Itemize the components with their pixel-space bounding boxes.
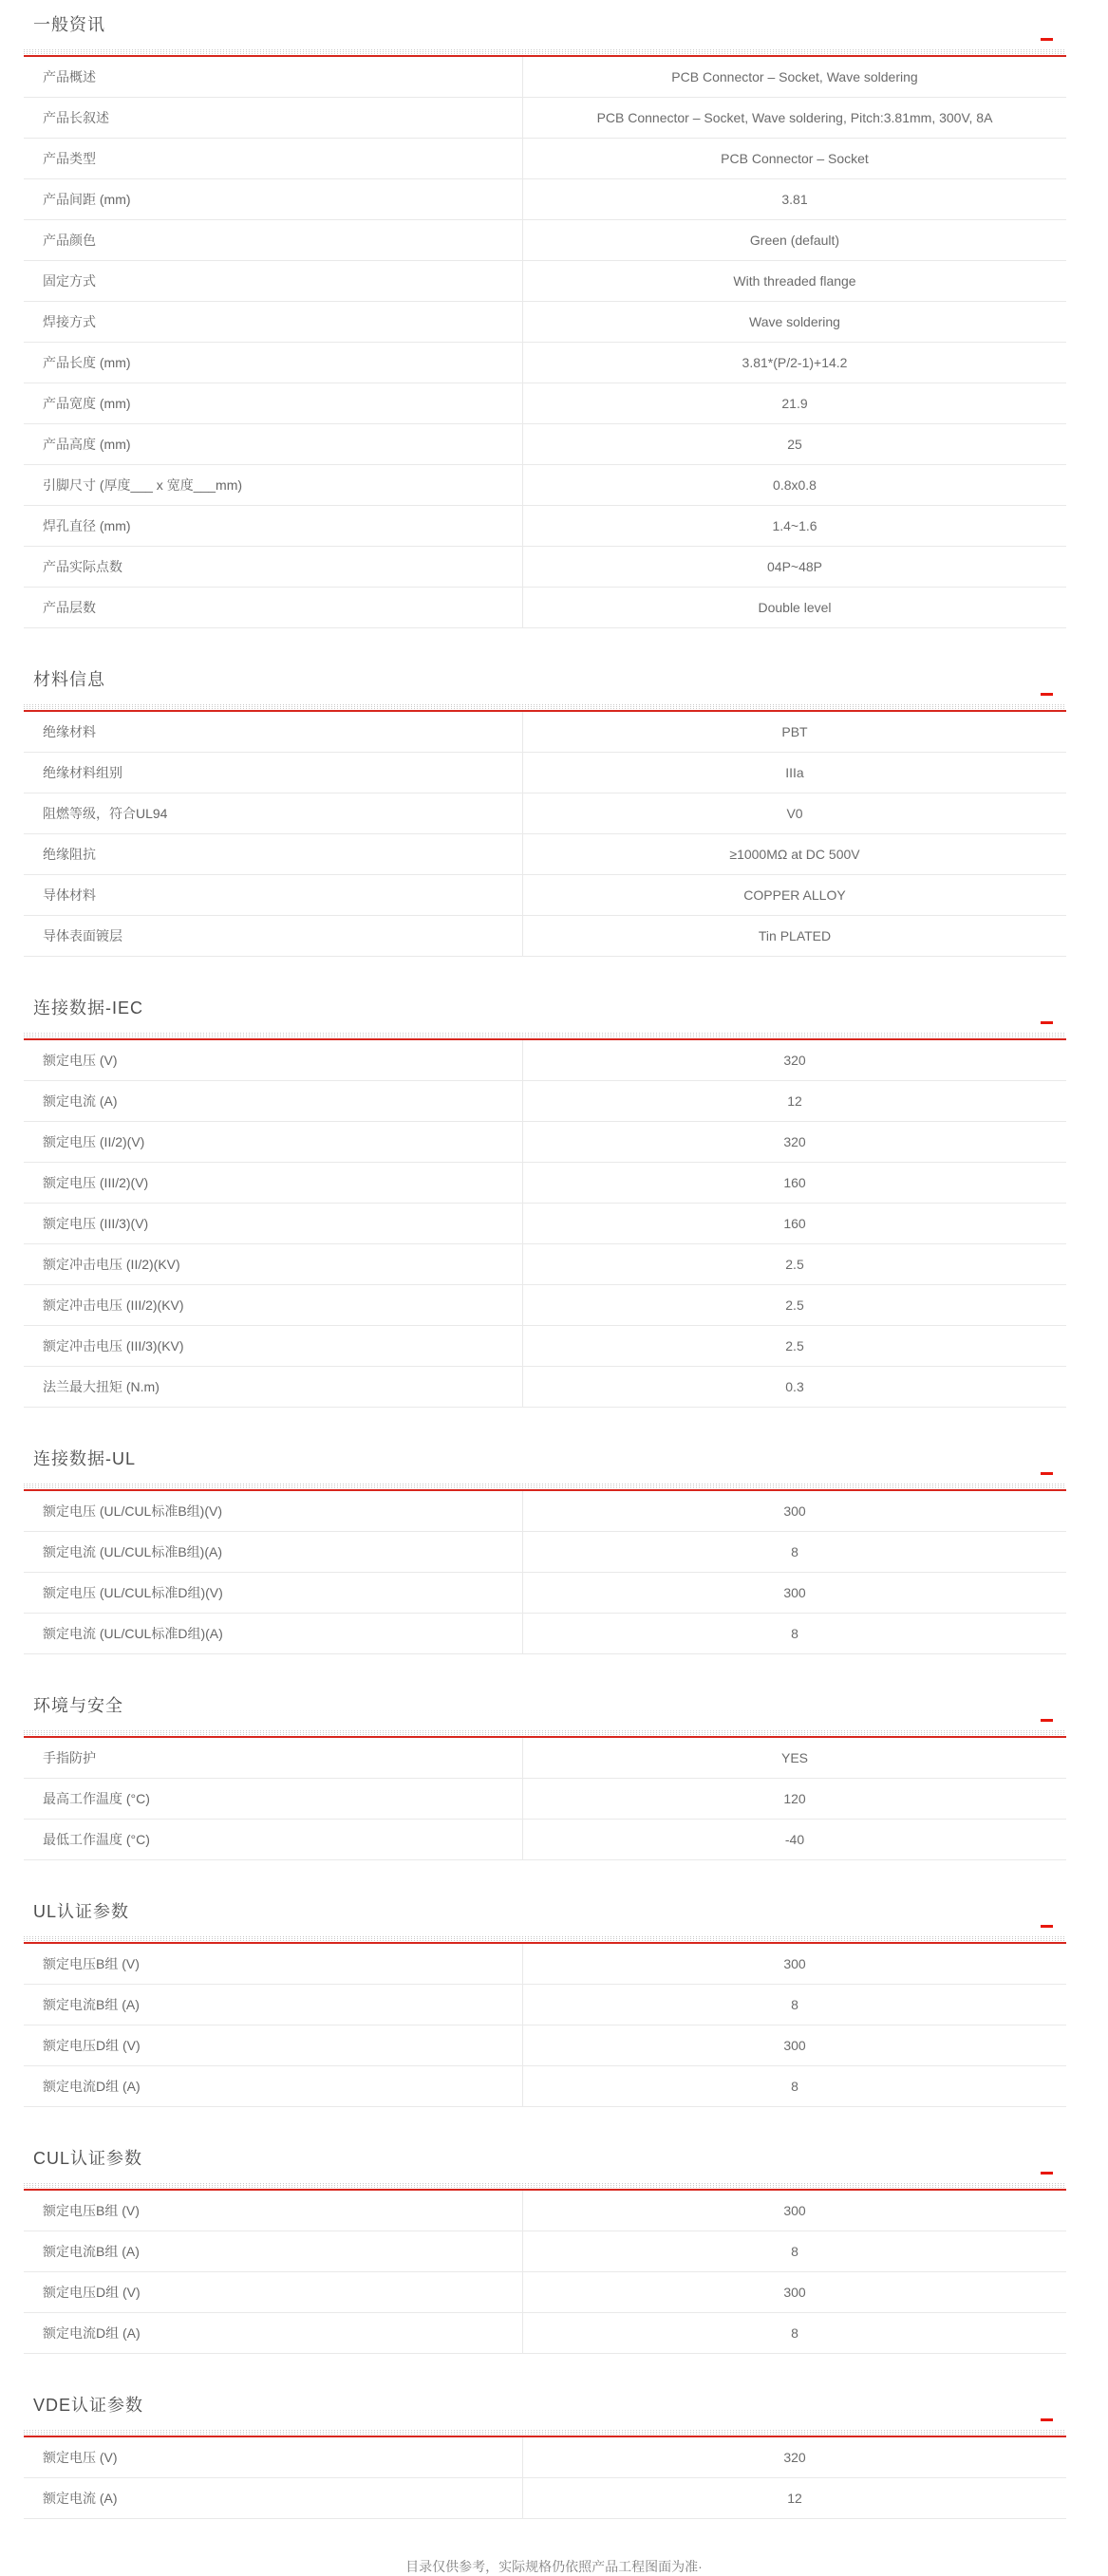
section-header — [24, 1694, 1066, 1730]
row-label: 绝缘材料 — [24, 712, 523, 752]
row-value: PCB Connector – Socket — [721, 151, 869, 166]
collapse-button[interactable] — [1041, 2409, 1054, 2422]
table-row — [24, 793, 1066, 834]
row-label: 固定方式 — [24, 261, 523, 301]
minus-icon — [1041, 38, 1053, 41]
table-row — [24, 547, 1066, 588]
spec-table — [24, 2191, 1066, 2354]
collapse-button[interactable] — [1041, 2162, 1054, 2175]
row-label: 产品长叙述 — [24, 98, 523, 138]
row-label: 额定冲击电压 (II/2)(KV) — [24, 1244, 523, 1284]
section — [24, 2394, 1066, 2519]
header-dotted-rule — [24, 1484, 1066, 1488]
row-label: 额定电压D组 (V) — [24, 2025, 523, 2065]
row-value: 04P~48P — [767, 559, 822, 574]
row-label: 导体表面镀层 — [24, 916, 523, 956]
row-label: 额定电流B组 (A) — [24, 2231, 523, 2271]
table-row — [24, 465, 1066, 506]
row-label: 额定电压 (V) — [24, 2437, 523, 2477]
row-value: 300 — [783, 2038, 806, 2053]
row-label: 额定电压 (III/3)(V) — [24, 1204, 523, 1243]
row-value: 300 — [783, 2203, 806, 2218]
table-row — [24, 220, 1066, 261]
table-row — [24, 2191, 1066, 2231]
collapse-button[interactable] — [1041, 28, 1054, 42]
section-header — [24, 2147, 1066, 2183]
row-value: 21.9 — [781, 396, 808, 411]
row-value: 8 — [791, 2079, 798, 2094]
row-label: 额定电流 (UL/CUL标准D组)(A) — [24, 1614, 523, 1653]
row-value: YES — [780, 1750, 808, 1765]
table-row — [24, 2066, 1066, 2107]
row-label: 额定电压 (III/2)(V) — [24, 1163, 523, 1203]
table-row — [24, 753, 1066, 793]
table-row — [24, 712, 1066, 753]
table-row — [24, 834, 1066, 875]
section — [24, 1900, 1066, 2107]
section — [24, 1447, 1066, 1654]
table-row — [24, 1532, 1066, 1573]
section — [24, 668, 1066, 957]
header-dotted-rule — [24, 704, 1066, 709]
row-value: Double level — [758, 600, 832, 615]
table-row — [24, 2025, 1066, 2066]
table-row — [24, 2231, 1066, 2272]
minus-icon — [1041, 1472, 1053, 1475]
spec-table — [24, 1944, 1066, 2107]
table-row — [24, 2272, 1066, 2313]
table-row — [24, 57, 1066, 98]
row-value: Wave soldering — [749, 314, 840, 329]
table-row — [24, 302, 1066, 343]
spec-table — [24, 712, 1066, 957]
section-header — [24, 13, 1066, 49]
table-row — [24, 2478, 1066, 2519]
collapse-button[interactable] — [1041, 1709, 1054, 1723]
row-label: 额定电压 (V) — [24, 1040, 523, 1080]
table-row — [24, 1820, 1066, 1860]
table-row — [24, 1573, 1066, 1614]
section-title: 材料信息 — [33, 670, 105, 689]
section-title: 连接数据-IEC — [33, 999, 143, 1017]
row-label: 额定电压D组 (V) — [24, 2272, 523, 2312]
table-row — [24, 1204, 1066, 1244]
table-row — [24, 179, 1066, 220]
table-row — [24, 1244, 1066, 1285]
row-label: 手指防护 — [24, 1738, 523, 1778]
spec-table — [24, 1040, 1066, 1408]
table-row — [24, 98, 1066, 139]
table-row — [24, 1163, 1066, 1204]
row-value: 1.4~1.6 — [772, 518, 817, 533]
row-value: -40 — [784, 1832, 805, 1847]
row-value: 8 — [791, 1997, 798, 2012]
table-row — [24, 1614, 1066, 1654]
section-title: UL认证参数 — [33, 1902, 130, 1921]
spec-table — [24, 2437, 1066, 2519]
table-row — [24, 1285, 1066, 1326]
row-label: 额定冲击电压 (III/2)(KV) — [24, 1285, 523, 1325]
minus-icon — [1041, 2418, 1053, 2421]
table-row — [24, 424, 1066, 465]
minus-icon — [1041, 1021, 1053, 1024]
spec-table — [24, 1738, 1066, 1860]
row-label: 产品间距 (mm) — [24, 179, 523, 219]
row-value: 3.81*(P/2-1)+14.2 — [742, 355, 848, 370]
section-header — [24, 1900, 1066, 1936]
table-row — [24, 1491, 1066, 1532]
row-value: 8 — [791, 2244, 798, 2259]
row-label: 绝缘材料组别 — [24, 753, 523, 793]
table-row — [24, 2313, 1066, 2354]
section-title: 环境与安全 — [33, 1696, 123, 1715]
row-label: 最高工作温度 (°C) — [24, 1779, 523, 1819]
row-value: 25 — [787, 437, 802, 452]
row-value: 12 — [787, 2491, 802, 2506]
row-label: 绝缘阻抗 — [24, 834, 523, 874]
row-value: PCB Connector – Socket, Wave soldering, Pitch:3.81mm, 300V, 8A — [596, 110, 993, 125]
row-label: 额定电压 (II/2)(V) — [24, 1122, 523, 1162]
section-header — [24, 1447, 1066, 1484]
row-label: 产品层数 — [24, 588, 523, 627]
section-title: VDE认证参数 — [33, 2396, 144, 2415]
row-label: 最低工作温度 (°C) — [24, 1820, 523, 1859]
row-value: PCB Connector – Socket, Wave soldering — [671, 69, 918, 84]
collapse-button[interactable] — [1041, 683, 1054, 697]
row-label: 法兰最大扭矩 (N.m) — [24, 1367, 523, 1407]
table-row — [24, 1367, 1066, 1408]
table-row — [24, 1040, 1066, 1081]
header-dotted-rule — [24, 1730, 1066, 1735]
sections — [24, 13, 1066, 2519]
collapse-button[interactable] — [1041, 1915, 1054, 1929]
row-label: 产品实际点数 — [24, 547, 523, 587]
section-title: 一般资讯 — [33, 15, 105, 34]
row-label: 产品概述 — [24, 57, 523, 97]
table-row — [24, 875, 1066, 916]
minus-icon — [1041, 2172, 1053, 2175]
row-label: 产品颜色 — [24, 220, 523, 260]
footer-note: 目录仅供参考，实际规格仍依照产品工程图面为准· — [405, 2559, 703, 2574]
row-value: 320 — [783, 1134, 806, 1149]
row-value: 120 — [783, 1791, 806, 1806]
table-row — [24, 2437, 1066, 2478]
row-value: 2.5 — [785, 1297, 804, 1313]
row-value: V0 — [786, 806, 803, 821]
header-dotted-rule — [24, 1936, 1066, 1941]
header-dotted-rule — [24, 2183, 1066, 2188]
row-value: 2.5 — [785, 1338, 804, 1353]
table-row — [24, 1779, 1066, 1820]
row-label: 额定电压B组 (V) — [24, 2191, 523, 2231]
section-header — [24, 997, 1066, 1033]
row-label: 额定电流D组 (A) — [24, 2313, 523, 2353]
section-header — [24, 668, 1066, 704]
header-dotted-rule — [24, 49, 1066, 54]
minus-icon — [1041, 693, 1053, 696]
row-value: 300 — [783, 1585, 806, 1600]
row-value: Green (default) — [749, 233, 840, 248]
row-label: 额定电流D组 (A) — [24, 2066, 523, 2106]
row-value: ≥1000MΩ at DC 500V — [729, 847, 860, 862]
header-dotted-rule — [24, 2430, 1066, 2435]
header-dotted-rule — [24, 1033, 1066, 1037]
row-value: IIIa — [785, 765, 804, 780]
row-value: 8 — [791, 1626, 798, 1641]
row-value: 3.81 — [781, 192, 808, 207]
row-label: 额定电压 (UL/CUL标准D组)(V) — [24, 1573, 523, 1613]
section-header — [24, 2394, 1066, 2430]
row-value: COPPER ALLOY — [743, 887, 846, 903]
row-label: 产品高度 (mm) — [24, 424, 523, 464]
row-value: 320 — [783, 2450, 806, 2465]
section-title: 连接数据-UL — [33, 1449, 137, 1468]
row-value: 2.5 — [785, 1257, 804, 1272]
row-label: 产品宽度 (mm) — [24, 383, 523, 423]
table-row — [24, 1081, 1066, 1122]
section — [24, 2147, 1066, 2354]
section — [24, 13, 1066, 628]
table-row — [24, 383, 1066, 424]
collapse-button[interactable] — [1041, 1463, 1054, 1476]
row-label: 焊孔直径 (mm) — [24, 506, 523, 546]
row-value: 8 — [791, 1544, 798, 1559]
minus-icon — [1041, 1925, 1053, 1928]
row-value: 300 — [783, 1956, 806, 1971]
row-value: 160 — [783, 1216, 806, 1231]
table-row — [24, 1944, 1066, 1985]
row-label: 额定电流 (UL/CUL标准B组)(A) — [24, 1532, 523, 1572]
row-label: 导体材料 — [24, 875, 523, 915]
table-row — [24, 1326, 1066, 1367]
table-row — [24, 1738, 1066, 1779]
row-value: With threaded flange — [733, 273, 856, 289]
row-value: 0.8x0.8 — [773, 477, 817, 493]
row-label: 引脚尺寸 (厚度___ x 宽度___mm) — [24, 465, 523, 505]
table-row — [24, 1985, 1066, 2025]
section-title: CUL认证参数 — [33, 2149, 143, 2168]
row-value: 320 — [783, 1053, 806, 1068]
row-value: 12 — [787, 1093, 802, 1109]
row-value: 8 — [791, 2325, 798, 2341]
row-label: 额定电流 (A) — [24, 1081, 523, 1121]
spec-table — [24, 57, 1066, 628]
row-label: 额定电压 (UL/CUL标准B组)(V) — [24, 1491, 523, 1531]
row-label: 产品类型 — [24, 139, 523, 178]
table-row — [24, 506, 1066, 547]
section — [24, 1694, 1066, 1860]
table-row — [24, 343, 1066, 383]
row-value: 300 — [783, 1503, 806, 1519]
table-row — [24, 261, 1066, 302]
row-label: 额定电流 (A) — [24, 2478, 523, 2518]
table-row — [24, 139, 1066, 179]
row-value: 160 — [783, 1175, 806, 1190]
spec-table — [24, 1491, 1066, 1654]
table-row — [24, 588, 1066, 628]
row-label: 额定电流B组 (A) — [24, 1985, 523, 2025]
table-row — [24, 916, 1066, 957]
row-label: 额定冲击电压 (III/3)(KV) — [24, 1326, 523, 1366]
row-label: 产品长度 (mm) — [24, 343, 523, 383]
minus-icon — [1041, 1719, 1053, 1722]
row-value: 0.3 — [785, 1379, 804, 1394]
row-label: 阻燃等级，符合UL94 — [24, 793, 523, 833]
section — [24, 997, 1066, 1408]
collapse-button[interactable] — [1041, 1012, 1054, 1025]
row-value: Tin PLATED — [758, 928, 832, 943]
row-value: PBT — [781, 724, 808, 739]
row-label: 额定电压B组 (V) — [24, 1944, 523, 1984]
row-label: 焊接方式 — [24, 302, 523, 342]
table-row — [24, 1122, 1066, 1163]
row-value: 300 — [783, 2285, 806, 2300]
